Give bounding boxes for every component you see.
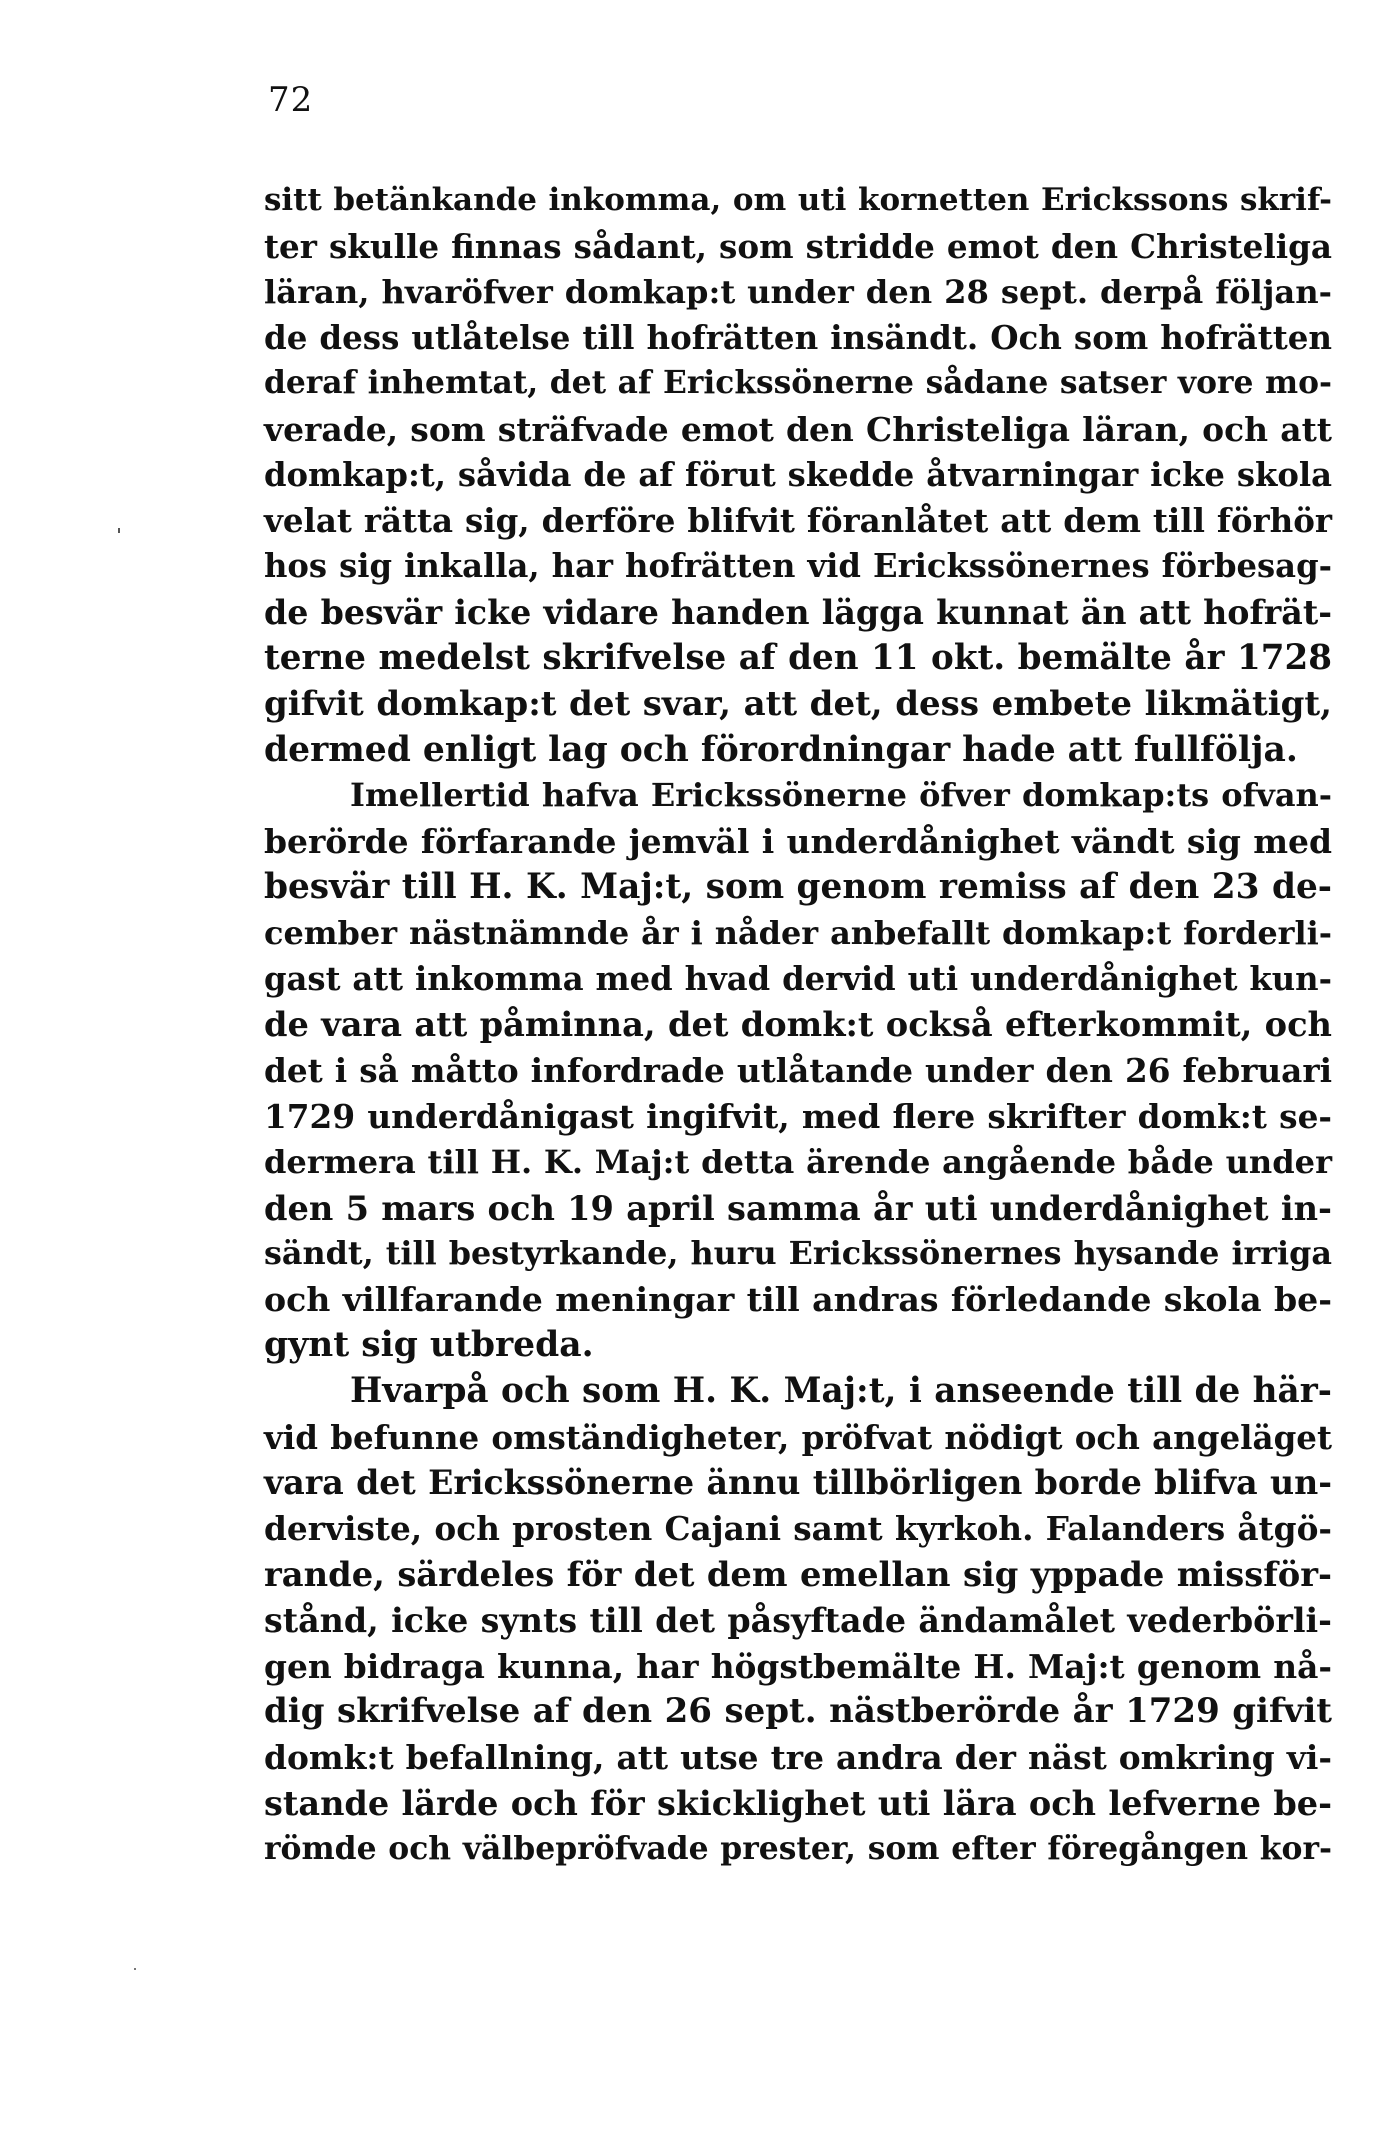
page-number: 72 [268, 80, 314, 120]
text-line: dermera till H. K. Maj:t detta ärende angående både under [264, 1142, 1332, 1181]
text-line: vid befunne omständigheter, pröfvat nödigt och angeläget [264, 1417, 1332, 1457]
text-line: römde och välbepröfvade prester, som efter föregången kor- [264, 1830, 1332, 1867]
text-line: gen bidraga kunna, har högstbemälte H. Maj:t genom nå- [264, 1646, 1332, 1686]
text-line: sitt betänkande inkomma, om uti kornetten Erickssons skrif- [264, 182, 1332, 218]
body-text [264, 178, 1332, 1872]
text-line: dig skrifvelse af den 26 sept. nästberörde år 1729 gifvit [264, 1691, 1332, 1732]
text-line: Imellertid hafva Erickssönerne öfver domkap:ts ofvan- [350, 776, 1332, 815]
text-line: gynt sig utbreda. [264, 1324, 594, 1365]
text-line: gifvit domkap:t det svar, att det, dess embete likmätigt, [264, 683, 1332, 724]
text-line: vara det Erickssönerne ännu tillbörligen borde blifva un- [264, 1463, 1332, 1503]
text-line: de besvär icke vidare handen lägga kunnat än att hofrät- [264, 593, 1332, 633]
text-line: det i så måtto infordrade utlåtande under den 26 februari [264, 1051, 1332, 1091]
text-line: rande, särdeles för det dem emellan sig yppade missför- [264, 1553, 1332, 1594]
text-line: läran, hvaröfver domkap:t under den 28 sept. derpå följan- [264, 272, 1332, 311]
text-line: deraf inhemtat, det af Erickssönerne sådane satser vore mo- [264, 365, 1332, 402]
text-line: stånd, icke synts till det påsyftade ändamålet vederbörli- [264, 1600, 1332, 1640]
text-line: sändt, till bestyrkande, huru Erickssönernes hysande irriga [264, 1234, 1332, 1273]
text-line: de vara att påminna, det domk:t också efterkommit, och [264, 1004, 1332, 1045]
text-line: terne medelst skrifvelse af den 11 okt. bemälte år 1728 [264, 637, 1332, 678]
text-line: de dess utlåtelse till hofrätten insändt. Och som hofrätten [264, 318, 1332, 358]
text-line: domkap:t, såvida de af förut skedde åtvarningar icke skola [264, 455, 1332, 494]
text-line: derviste, och prosten Cajani samt kyrkoh. Falanders åtgö- [264, 1509, 1332, 1549]
text-line: 1729 underdånigast ingifvit, med flere skrifter domk:t se- [264, 1096, 1332, 1136]
text-line: verade, som sträfvade emot den Christeliga läran, och att [264, 409, 1332, 449]
text-line: gast att inkomma med hvad dervid uti underdånighet kun- [264, 959, 1332, 998]
text-line: ter skulle finnas sådant, som stridde emot den Christeliga [264, 226, 1332, 266]
text-line: den 5 mars och 19 april samma år uti underdånighet in- [264, 1187, 1332, 1228]
print-speck [118, 528, 120, 533]
text-line: stande lärde och för skicklighet uti lära och lefverne be- [264, 1783, 1332, 1823]
text-line: besvär till H. K. Maj:t, som genom remiss af den 23 de- [264, 866, 1332, 907]
text-line: berörde förfarande jemväl i underdånighet vändt sig med [264, 822, 1332, 862]
print-speck [134, 1968, 136, 1970]
text-line: cember nästnämnde år i nåder anbefallt domkap:t forderli- [264, 913, 1332, 952]
text-line: Hvarpå och som H. K. Maj:t, i anseende till de här- [350, 1370, 1332, 1411]
text-line: dermed enligt lag och förordningar hade att fullfölja. [264, 729, 1298, 770]
text-line: och villfarande meningar till andras förledande skola be- [264, 1280, 1332, 1320]
text-line: velat rätta sig, derföre blifvit föranlåtet att dem till förhör [264, 501, 1332, 540]
text-line: domk:t befallning, att utse tre andra der näst omkring vi- [264, 1738, 1332, 1778]
text-line: hos sig inkalla, har hofrätten vid Erickssönernes förbesag- [264, 547, 1332, 586]
